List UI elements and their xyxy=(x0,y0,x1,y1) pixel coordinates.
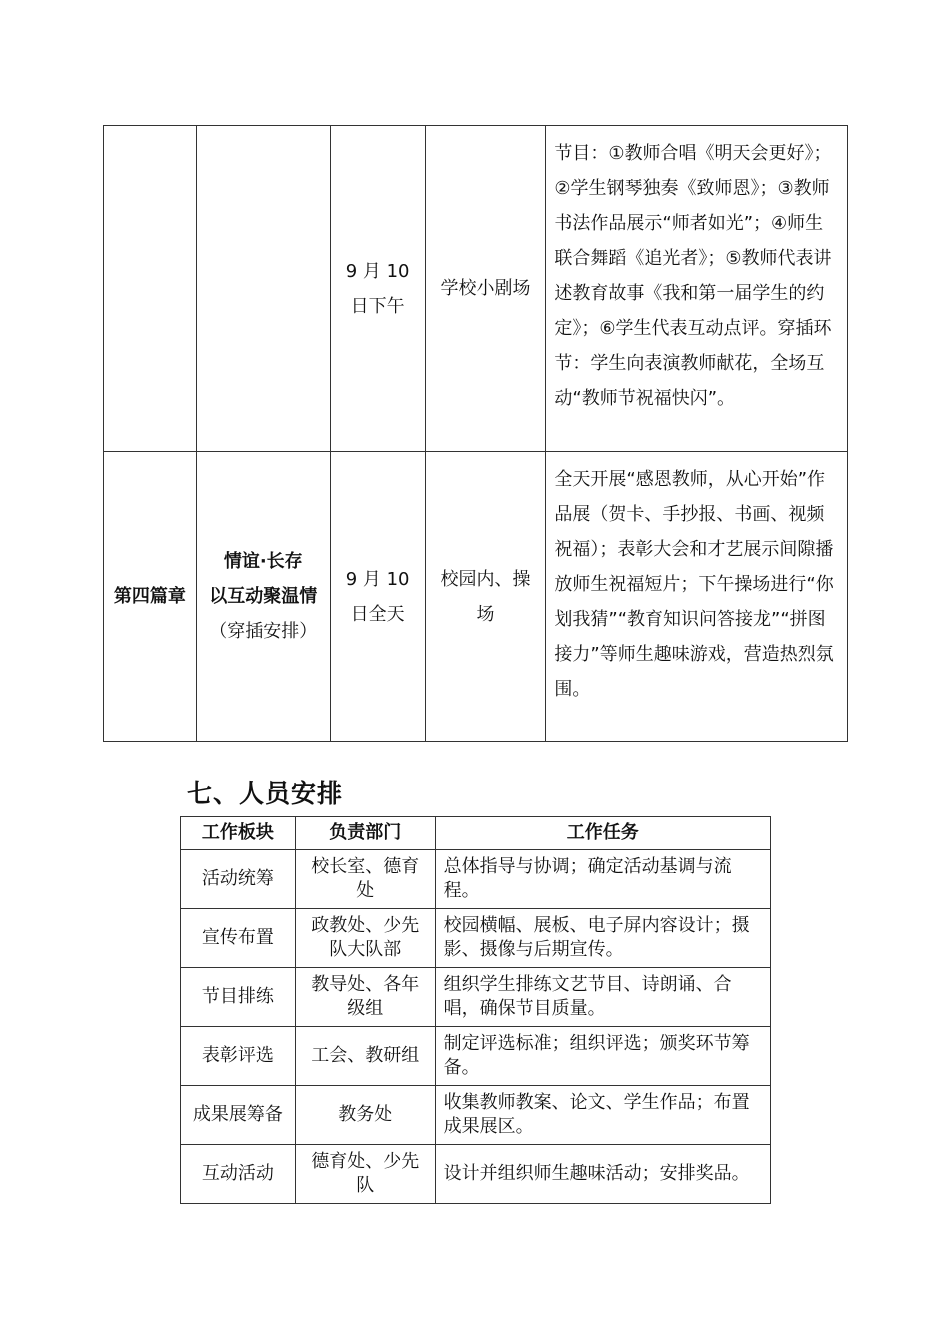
schedule-row xyxy=(104,452,848,742)
schedule-row xyxy=(104,126,848,452)
time-cell xyxy=(330,452,425,742)
location-cell xyxy=(425,126,546,452)
time-line: 9 月 10 xyxy=(345,260,410,282)
theme-title: 情谊·长存 xyxy=(223,551,303,572)
column-header: 工作任务 xyxy=(435,817,770,850)
location-line: 校园内、操 xyxy=(440,568,531,590)
block-cell: 活动统筹 xyxy=(181,850,296,909)
task-cell: 收集教师教案、论文、学生作品；布置成果展区。 xyxy=(435,1086,770,1145)
content-cell: 全天开展“感恩教师，从心开始”作品展（贺卡、手抄报、书画、视频祝福）；表彰大会和才艺展示间隙播放师生祝福短片；下午操场进行“你划我猜”“教育知识问答接龙”“拼图接力”等师生趣味游戏，营造热烈氛围。 xyxy=(546,452,848,742)
task-cell: 制定评选标准；组织评选；颁奖环节筹备。 xyxy=(435,1027,770,1086)
section-title: 七、人员安排 xyxy=(187,779,344,808)
location-line: 场 xyxy=(476,603,495,625)
block-cell: 宣传布置 xyxy=(181,909,296,968)
staff-row xyxy=(181,1027,771,1086)
dept-cell: 教导处、各年级组 xyxy=(295,968,435,1027)
dept-cell: 德育处、少先队 xyxy=(295,1145,435,1204)
task-cell: 设计并组织师生趣味活动；安排奖品。 xyxy=(435,1145,770,1204)
block-cell: 节目排练 xyxy=(181,968,296,1027)
time-cell xyxy=(330,126,425,452)
column-header: 负责部门 xyxy=(295,817,435,850)
location-cell xyxy=(425,452,546,742)
staff-header-row xyxy=(181,817,771,850)
block-cell: 互动活动 xyxy=(181,1145,296,1204)
staff-row xyxy=(181,968,771,1027)
schedule-table xyxy=(103,125,848,742)
dept-cell: 工会、教研组 xyxy=(295,1027,435,1086)
dept-cell: 校长室、德育处 xyxy=(295,850,435,909)
time-line: 日下午 xyxy=(350,295,405,317)
column-header: 工作板块 xyxy=(181,817,296,850)
staff-row xyxy=(181,1145,771,1204)
dept-cell: 教务处 xyxy=(295,1086,435,1145)
task-cell: 组织学生排练文艺节目、诗朗诵、合唱，确保节目质量。 xyxy=(435,968,770,1027)
time-line: 9 月 10 xyxy=(345,568,410,590)
theme-note: （穿插安排） xyxy=(209,621,318,642)
theme-cell xyxy=(196,126,330,452)
staff-row xyxy=(181,1086,771,1145)
theme-cell xyxy=(196,452,330,742)
dept-cell: 政教处、少先队大队部 xyxy=(295,909,435,968)
staff-row xyxy=(181,909,771,968)
content-cell: 节目：①教师合唱《明天会更好》；②学生钢琴独奏《致师恩》；③教师书法作品展示“师者如光”；④师生联合舞蹈《追光者》；⑤教师代表讲述教育故事《我和第一届学生的约定》；⑥学生代表互动点评。穿插环节：学生向表演教师献花，全场互动“教师节祝福快闪”。 xyxy=(546,126,848,452)
task-cell: 总体指导与协调；确定活动基调与流程。 xyxy=(435,850,770,909)
theme-subtitle: 以互动聚温情 xyxy=(209,586,318,607)
block-cell: 成果展筹备 xyxy=(181,1086,296,1145)
chapter-cell xyxy=(104,126,197,452)
staff-table xyxy=(180,816,771,1204)
location-line: 学校小剧场 xyxy=(440,278,531,299)
task-cell: 校园横幅、展板、电子屏内容设计；摄影、摄像与后期宣传。 xyxy=(435,909,770,968)
chapter-cell: 第四篇章 xyxy=(104,452,197,742)
staff-row xyxy=(181,850,771,909)
block-cell: 表彰评选 xyxy=(181,1027,296,1086)
time-line: 日全天 xyxy=(350,603,405,625)
